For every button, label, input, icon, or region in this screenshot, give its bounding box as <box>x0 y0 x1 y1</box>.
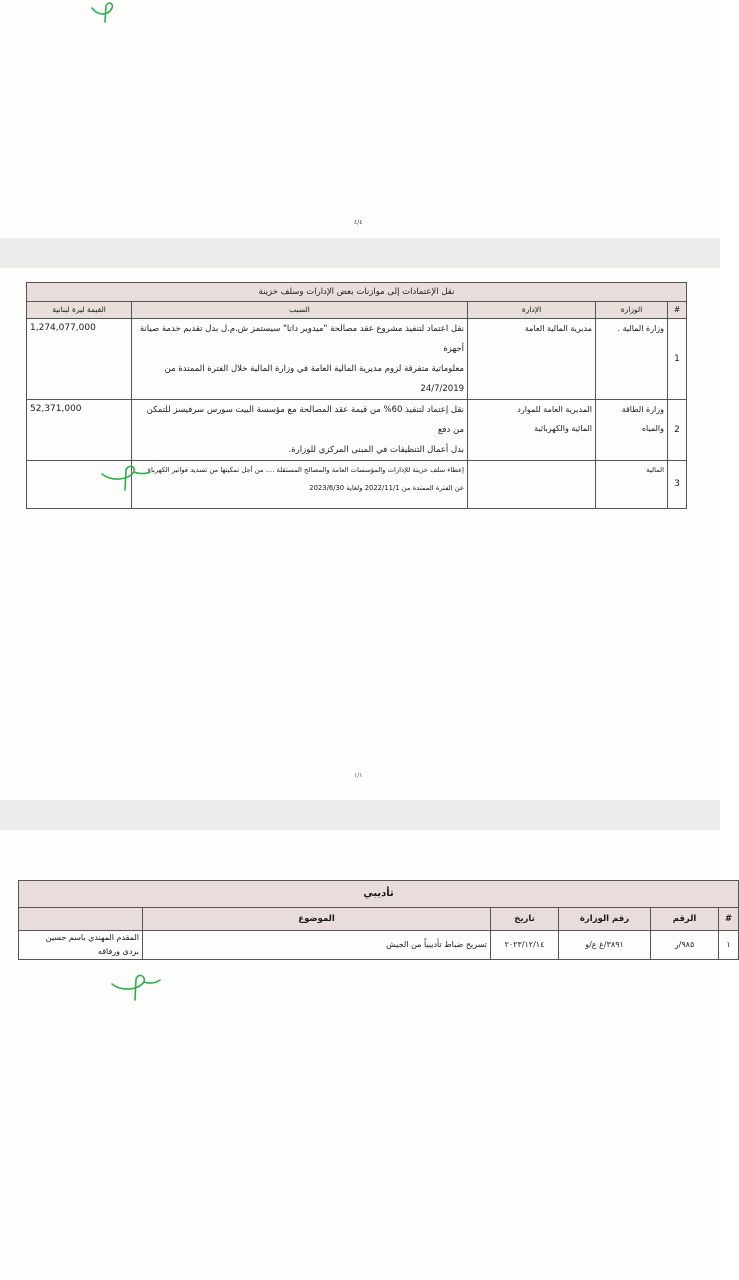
header-cause: السبب <box>132 302 468 319</box>
header-value: القيمة ليرة لبنانية <box>27 302 132 319</box>
row-date: ٢٠٢٣/١٢/١٤ <box>491 931 559 960</box>
row-admin <box>468 400 596 461</box>
table-row <box>19 931 739 960</box>
row-extra <box>19 931 143 960</box>
row-admin-line: المديرية العامة للموارد <box>517 405 593 414</box>
header-num: # <box>668 302 687 319</box>
header-extra <box>19 908 143 931</box>
check-mark-icon <box>88 0 132 24</box>
page-gap <box>0 238 720 268</box>
row-num: ١ <box>719 931 739 960</box>
row-subject: تسريح ضباط تأديبياً من الجيش <box>143 931 491 960</box>
row-ministry: وزارة الطاقة والمياه <box>596 400 668 461</box>
row-ministry: المالية <box>596 461 668 509</box>
header-ref: الرقم <box>651 908 719 931</box>
row-cause-line: نقل إعتماد لتنفيذ 60% من قيمة عقد المصالحة مع مؤسسة الييت سورس سرفيسز للتمكن من دفع <box>146 405 465 435</box>
page-gap <box>0 800 720 830</box>
header-ministry: الوزارة <box>596 302 668 319</box>
row-cause-line: إعطاء سلف خزينة للإدارات والمؤسسات العامة والمصالح المستقلة .... من أجل تمكينها من تسديد فواتير الكهرباء <box>147 466 465 474</box>
row-ministry: وزارة المالية . <box>596 319 668 400</box>
page-number: ١/١ <box>354 772 363 779</box>
row-extra-line: المقدم المهندي باسم حسين <box>45 933 140 942</box>
header-ministry-ref: رقم الوزارة <box>559 908 651 931</box>
header-admin: الإدارة <box>468 302 596 319</box>
row-value: 52,371,000 <box>27 400 132 461</box>
table-row <box>27 319 687 400</box>
table-row <box>27 400 687 461</box>
row-extra-line: بردى ورفاقه <box>97 947 140 956</box>
row-value: 1,274,077,000 <box>27 319 132 400</box>
row-ministry-ref: ٣٨٩١/غ ع/و <box>559 931 651 960</box>
header-date: تاريخ <box>491 908 559 931</box>
table-title: تأديبي <box>19 881 739 908</box>
row-cause <box>132 319 468 400</box>
row-num: 1 <box>668 319 687 400</box>
check-mark-icon <box>108 970 164 1002</box>
row-cause-line: بدل أعمال التنظيفات في المبنى المركزي للوزارة. <box>288 445 465 455</box>
row-admin-line: المائية والكهربائية <box>534 424 593 433</box>
row-num: 3 <box>668 461 687 509</box>
table-title: نقل الإعتمادات إلى موازنات بعض الإدارات وسلف خزينة <box>27 283 687 302</box>
page-number: ٤/٤ <box>354 219 363 226</box>
page-sheet-1 <box>0 0 720 238</box>
row-ref: ٩٨٥/ر <box>651 931 719 960</box>
row-cause-line: نقل اعتماد لتنفيذ مشروع عقد مصالحة "ميدوير داتا" سيستمز ش.م.ل بدل تقديم خدمة صيانة أجهزة <box>139 324 465 354</box>
row-admin: مديرية المالية العامة <box>468 319 596 400</box>
row-num: 2 <box>668 400 687 461</box>
row-cause-line: معلوماتية متفرقة لزوم مديرية المالية العامة في وزارة المالية خلال الفترة الممتدة من 24/7/2019 <box>164 364 465 394</box>
header-num: # <box>719 908 739 931</box>
row-cause-line: عن الفترة الممتدة من 2022/11/1 ولغاية 2023/6/30 <box>309 484 465 492</box>
disciplinary-table <box>18 880 739 960</box>
header-subject: الموضوع <box>143 908 491 931</box>
row-admin <box>468 461 596 509</box>
row-cause <box>132 400 468 461</box>
row-cause <box>132 461 468 509</box>
check-mark-icon <box>98 462 154 492</box>
